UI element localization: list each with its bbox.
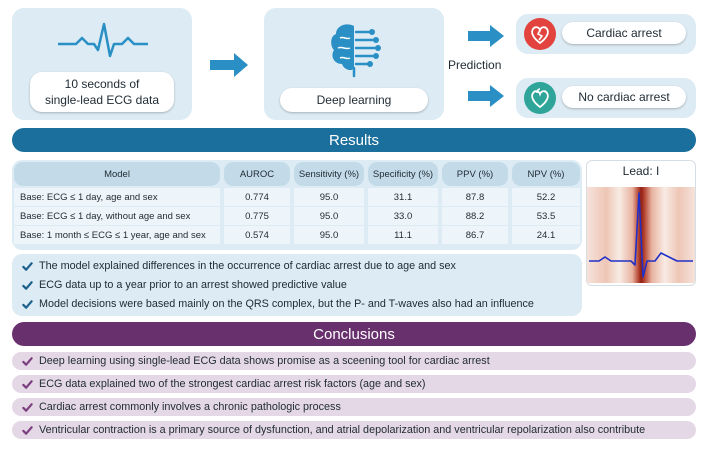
conclusion-text: Ventricular contraction is a primary source of dysfunction, and atrial depolarization and ventricular repolarization also contribute (39, 424, 646, 436)
table-cell: 95.0 (294, 188, 364, 206)
conclusion-text: ECG data explained two of the strongest cardiac arrest risk factors (age and sex) (39, 378, 426, 390)
lead-title: Lead: I (622, 164, 660, 178)
table-header-cell: NPV (%) (512, 162, 580, 186)
ecg-input-line1: 10 seconds of (64, 77, 140, 91)
conclusion-item (12, 398, 696, 416)
lead-saliency-panel (586, 160, 696, 286)
table-cell: 52.2 (512, 188, 580, 206)
table-cell: 53.5 (512, 207, 580, 225)
check-icon (22, 356, 33, 367)
saliency-heatmap (587, 187, 695, 283)
table-row-model: Base: 1 month ≤ ECG ≤ 1 year, age and sex (14, 226, 220, 244)
ecg-input-box (12, 8, 192, 120)
prediction-arrow-top-icon (468, 24, 504, 48)
table-header-cell: PPV (%) (442, 162, 508, 186)
table-header-cell: Specificity (%) (368, 162, 438, 186)
table-row-model: Base: ECG ≤ 1 day, without age and sex (14, 207, 220, 225)
finding-text: Model decisions were based mainly on the QRS complex, but the P- and T-waves also had an influence (39, 298, 534, 310)
broken-heart-icon (524, 18, 556, 50)
table-cell: 24.1 (512, 226, 580, 244)
check-icon (22, 379, 33, 390)
check-icon (22, 261, 33, 272)
conclusion-text: Cardiac arrest commonly involves a chronic pathologic process (39, 401, 341, 413)
check-icon (22, 299, 33, 310)
heart-icon (524, 82, 556, 114)
deep-learning-label: Deep learning (280, 88, 428, 112)
check-icon (22, 425, 33, 436)
table-cell: 31.1 (368, 188, 438, 206)
table-cell: 0.574 (224, 226, 290, 244)
check-icon (22, 402, 33, 413)
table-cell: 88.2 (442, 207, 508, 225)
conclusion-item (12, 421, 696, 439)
table-header-cell: Model (14, 162, 220, 186)
outcome-cardiac-arrest-label: Cardiac arrest (562, 22, 686, 44)
table-cell: 0.775 (224, 207, 290, 225)
outcome-no-cardiac-arrest (516, 78, 696, 118)
table-header-cell: AUROC (224, 162, 290, 186)
ecg-wave-icon (58, 20, 148, 60)
outcome-cardiac-arrest (516, 14, 696, 54)
results-banner: Results (12, 128, 696, 152)
flow-arrow-icon (210, 52, 248, 78)
table-cell: 95.0 (294, 226, 364, 244)
conclusions-banner: Conclusions (12, 322, 696, 346)
table-cell: 0.774 (224, 188, 290, 206)
prediction-arrow-bottom-icon (468, 84, 504, 108)
conclusion-text: Deep learning using single-lead ECG data shows promise as a sceening tool for cardiac arrest (39, 355, 490, 367)
table-cell: 11.1 (368, 226, 438, 244)
table-header-cell: Sensitivity (%) (294, 162, 364, 186)
finding-text: The model explained differences in the occurrence of cardiac arrest due to age and sex (39, 260, 456, 272)
table-cell: 33.0 (368, 207, 438, 225)
table-cell: 86.7 (442, 226, 508, 244)
prediction-label: Prediction (448, 58, 502, 72)
table-cell: 87.8 (442, 188, 508, 206)
check-icon (22, 280, 33, 291)
finding-item (22, 298, 534, 310)
outcome-no-cardiac-arrest-label: No cardiac arrest (562, 86, 686, 108)
finding-text: ECG data up to a year prior to an arrest showed predictive value (39, 279, 347, 291)
finding-item (22, 279, 347, 291)
finding-item (22, 260, 456, 272)
deep-learning-box (264, 8, 444, 120)
ecg-input-label (30, 72, 174, 112)
conclusion-item (12, 375, 696, 393)
ecg-input-line2: single-lead ECG data (44, 93, 160, 107)
brain-circuit-icon (326, 18, 382, 78)
table-row-model: Base: ECG ≤ 1 day, age and sex (14, 188, 220, 206)
conclusion-item (12, 352, 696, 370)
table-cell: 95.0 (294, 207, 364, 225)
